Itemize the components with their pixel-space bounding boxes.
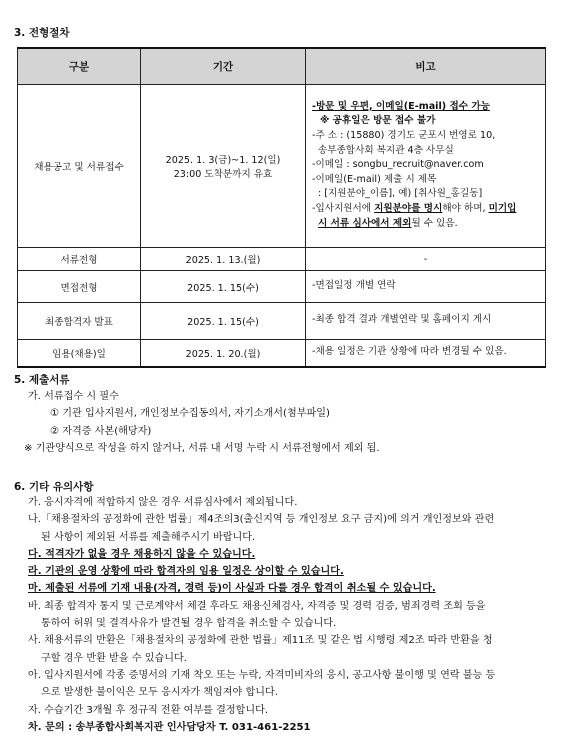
note-emphasis: 시 서류 심사에서 제외 — [318, 217, 412, 229]
note-line — [312, 202, 541, 217]
note-line: -주 소 : (15880) 경기도 군포시 번영로 10, — [312, 130, 496, 142]
section-5-body — [14, 388, 554, 457]
row-label: 채용공고 및 서류접수 — [18, 85, 141, 248]
row-period: 2025. 1. 15(수) — [141, 303, 306, 340]
table-row — [18, 303, 546, 340]
list-item-emphasis: 라. 기관의 운영 상황에 따라 합격자의 임용 일정은 상이할 수 있습니다. — [28, 566, 344, 578]
note-text: 될 수 있음. — [411, 217, 458, 229]
note-line: -이메일(E-mail) 제출 시 제목 — [312, 173, 437, 185]
row-period: 2025. 1. 20.(월) — [141, 340, 306, 367]
table-row — [18, 85, 546, 248]
note-text: 해야 하며, — [442, 202, 489, 214]
notice-line: ※ 기관양식으로 작성을 하지 않거나, 서류 내 서명 누락 시 서류전형에서 제외 됨. — [24, 442, 380, 454]
section-6-title: 6. 기타 유의사항 — [14, 481, 94, 493]
period-line: 2025. 1. 3(금)~1. 12(일) — [165, 155, 281, 166]
list-item: 나.「채용절차의 공정화에 관한 법률」제4조의3(출신지역 등 개인정보 요구 금지)에 의거 개인정보와 관련 — [28, 514, 495, 526]
row-remarks: -최종 합격 결과 개별연락 및 홈페이지 게시 — [306, 303, 546, 340]
section-5-title: 5. 제출서류 — [14, 374, 70, 386]
list-item-emphasis: 마. 제출된 서류에 기재 내용(자격, 경력 등)이 사실과 다를 경우 합격이 취소될 수 있습니다. — [28, 583, 436, 595]
section-3-title: 3. 전형절차 — [14, 27, 70, 39]
note-emphasis: 지원분야를 명시 — [374, 202, 443, 214]
list-item: ② 자격증 사본(해당자) — [50, 425, 152, 437]
note-line: 송부종합사회 복지관 4층 사무실 — [318, 144, 454, 156]
row-period: 2025. 1. 13.(월) — [141, 248, 306, 271]
list-item: 아. 입사지원서에 각종 증명서의 기재 착오 또는 누락, 자격미비자의 응시, 공고사항 불이행 및 연락 불능 등 — [28, 669, 496, 681]
row-label: 임용(채용)일 — [18, 340, 141, 367]
row-remarks: - — [306, 248, 546, 271]
list-item-continued: 통하여 허위 및 결격사유가 발견될 경우 합격을 취소할 수 있습니다. — [41, 618, 337, 630]
row-period — [141, 85, 306, 248]
row-label: 최종합격자 발표 — [18, 303, 141, 340]
row-remarks: -채용 일정은 기관 상황에 따라 변경될 수 있음. — [306, 340, 546, 367]
list-item: 사. 채용서류의 반환은「채용절차의 공정화에 관한 법률」제11조 및 같은 법 시행령 제2조 따라 반환을 청 — [28, 635, 493, 647]
list-item-continued: 으로 발생한 불이익은 모두 응시자가 책임져야 합니다. — [41, 687, 278, 699]
list-item: 자. 수습기간 3개월 후 정규직 전환 여부를 결정합니다. — [28, 704, 269, 716]
list-item: 가. 응시자격에 적합하지 않은 경우 서류심사에서 제외됩니다. — [28, 497, 298, 508]
section-6-body — [14, 494, 554, 736]
note-emphasis: 미기입 — [488, 202, 517, 214]
table-row — [18, 340, 546, 367]
row-period: 2025. 1. 15(수) — [141, 271, 306, 303]
screening-procedure-table — [17, 47, 546, 368]
note-line: : [지원분야_이름], 예) [취사원_홍길동] — [318, 188, 483, 200]
note-line: ※ 공휴일은 방문 접수 불가 — [320, 115, 436, 127]
note-line — [312, 217, 541, 232]
header-category: 구분 — [18, 48, 141, 85]
table-header-row — [18, 48, 546, 85]
row-remarks — [306, 85, 546, 248]
list-item: 가. 서류접수 시 필수 — [28, 391, 119, 402]
table-row — [18, 271, 546, 303]
list-item-continued: 구할 경우 반환 받을 수 있습니다. — [41, 652, 188, 664]
row-label: 서류전형 — [18, 248, 141, 271]
note-line: -방문 및 우편, 이메일(E-mail) 접수 가능 — [312, 100, 490, 112]
note-line: -이메일 : songbu_recruit@naver.com — [312, 159, 484, 171]
row-remarks: -면접일정 개별 연락 — [306, 271, 546, 303]
list-item: ① 기관 입사지원서, 개인정보수집동의서, 자기소개서(첨부파일) — [50, 408, 330, 420]
list-item: 바. 최종 합격자 통지 및 근로계약서 체결 후라도 채용신체검사, 자격증 및 경력 검증, 범죄경력 조회 등을 — [28, 600, 486, 612]
row-label: 면접전형 — [18, 271, 141, 303]
list-item-emphasis: 다. 적격자가 없을 경우 채용하지 않을 수 있습니다. — [28, 548, 256, 560]
note-text: -입사지원서에 — [312, 202, 375, 214]
table-row — [18, 248, 546, 271]
period-line: 23:00 도착분까지 유효 — [173, 169, 273, 180]
list-item-continued: 된 사항이 제외된 서류를 제출해주시기 바랍니다. — [41, 531, 256, 543]
header-period: 기간 — [141, 48, 306, 85]
header-remarks: 비고 — [306, 48, 546, 85]
contact-line: 차. 문의 : 송부종합사회복지관 인사담당자 T. 031-461-2251 — [28, 721, 311, 733]
